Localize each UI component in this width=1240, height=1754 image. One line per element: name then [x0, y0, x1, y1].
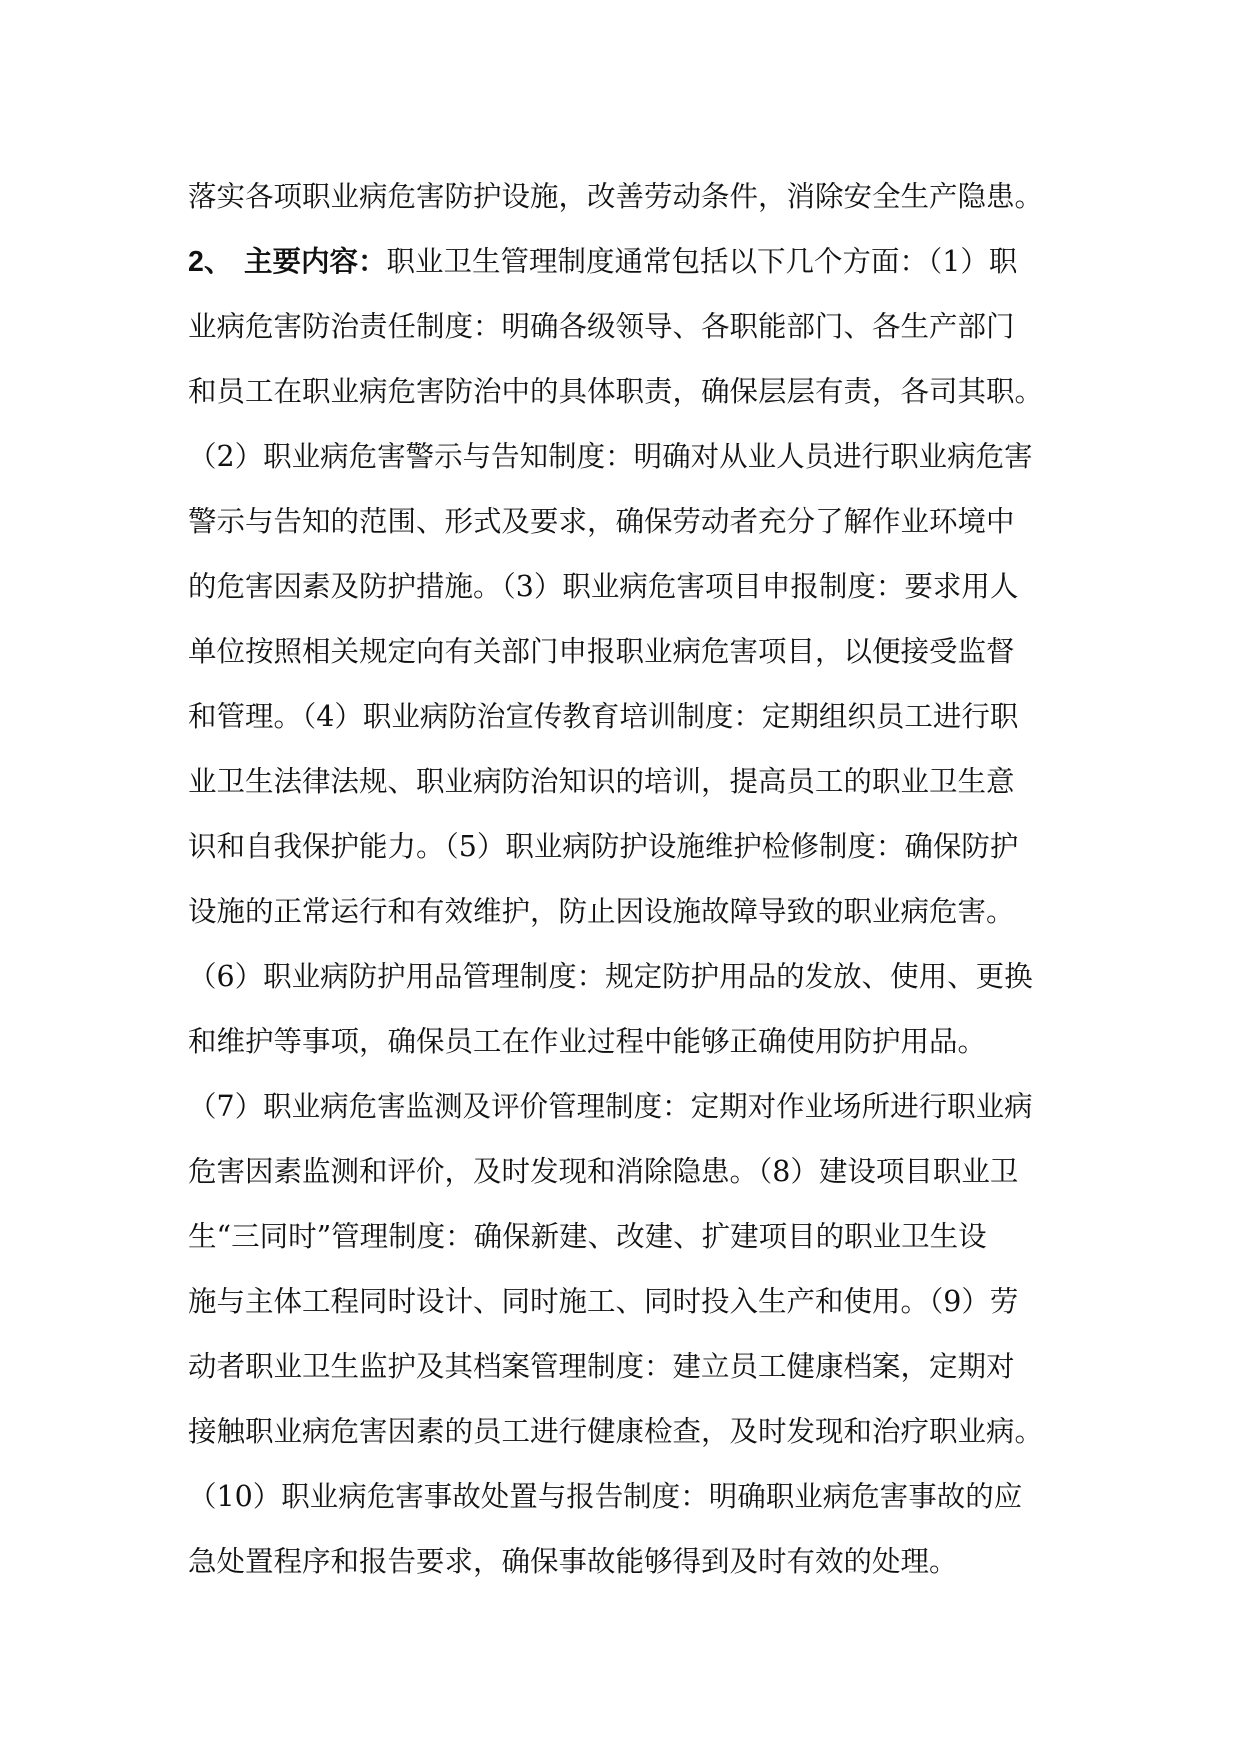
text-line: 施与主体工程同时设计、同时施工、同时投入生产和使用。（9）劳	[188, 1285, 1019, 1318]
text-line: 设施的正常运行和有效维护，防止因设施故障导致的职业病危害。	[188, 895, 1015, 928]
text-line: （6）职业病防护用品管理制度：规定防护用品的发放、使用、更换	[188, 960, 1033, 993]
text-line: 和管理。（4）职业病防治宣传教育培训制度：定期组织员工进行职	[188, 700, 1019, 733]
body-text	[188, 164, 1068, 1594]
text-line: （10）职业病危害事故处置与报告制度：明确职业病危害事故的应	[188, 1480, 1023, 1513]
text-line: 警示与告知的范围、形式及要求，确保劳动者充分了解作业环境中	[188, 505, 1015, 538]
text-line: （7）职业病危害监测及评价管理制度：定期对作业场所进行职业病	[188, 1090, 1033, 1123]
text-line: 和维护等事项，确保员工在作业过程中能够正确使用防护用品。	[188, 1025, 987, 1058]
text-line: 识和自我保护能力。（5）职业病防护设施维护检修制度：确保防护	[188, 830, 1019, 863]
text-line: 接触职业病危害因素的员工进行健康检查，及时发现和治疗职业病。	[188, 1415, 1044, 1448]
text-line: 业卫生法律法规、职业病防治知识的培训，提高员工的职业卫生意	[188, 765, 1015, 798]
text-line: 生“三同时”管理制度：确保新建、改建、扩建项目的职业卫生设	[188, 1220, 987, 1253]
text-line: （2）职业病危害警示与告知制度：明确对从业人员进行职业病危害	[188, 440, 1033, 473]
section-heading-line	[188, 229, 1068, 294]
text-line: 的危害因素及防护措施。（3）职业病危害项目申报制度：要求用人	[188, 570, 1019, 603]
text-line: 单位按照相关规定向有关部门申报职业病危害项目，以便接受监督	[188, 635, 1015, 668]
text-line: 职业卫生管理制度通常包括以下几个方面：（1）职	[386, 245, 1018, 278]
text-line: 危害因素监测和评价，及时发现和消除隐患。（8）建设项目职业卫	[188, 1155, 1019, 1188]
text-line: 和员工在职业病危害防治中的具体职责，确保层层有责，各司其职。	[188, 375, 1044, 408]
text-line: 急处置程序和报告要求，确保事故能够得到及时有效的处理。	[188, 1545, 958, 1578]
text-line: 动者职业卫生监护及其档案管理制度：建立员工健康档案，定期对	[188, 1350, 1015, 1383]
section-number: 2、	[188, 246, 233, 278]
text-line: 落实各项职业病危害防护设施，改善劳动条件，消除安全生产隐患。	[188, 180, 1044, 213]
text-line: 业病危害防治责任制度：明确各级领导、各职能部门、各生产部门	[188, 310, 1015, 343]
section-heading: 主要内容：	[244, 244, 387, 278]
